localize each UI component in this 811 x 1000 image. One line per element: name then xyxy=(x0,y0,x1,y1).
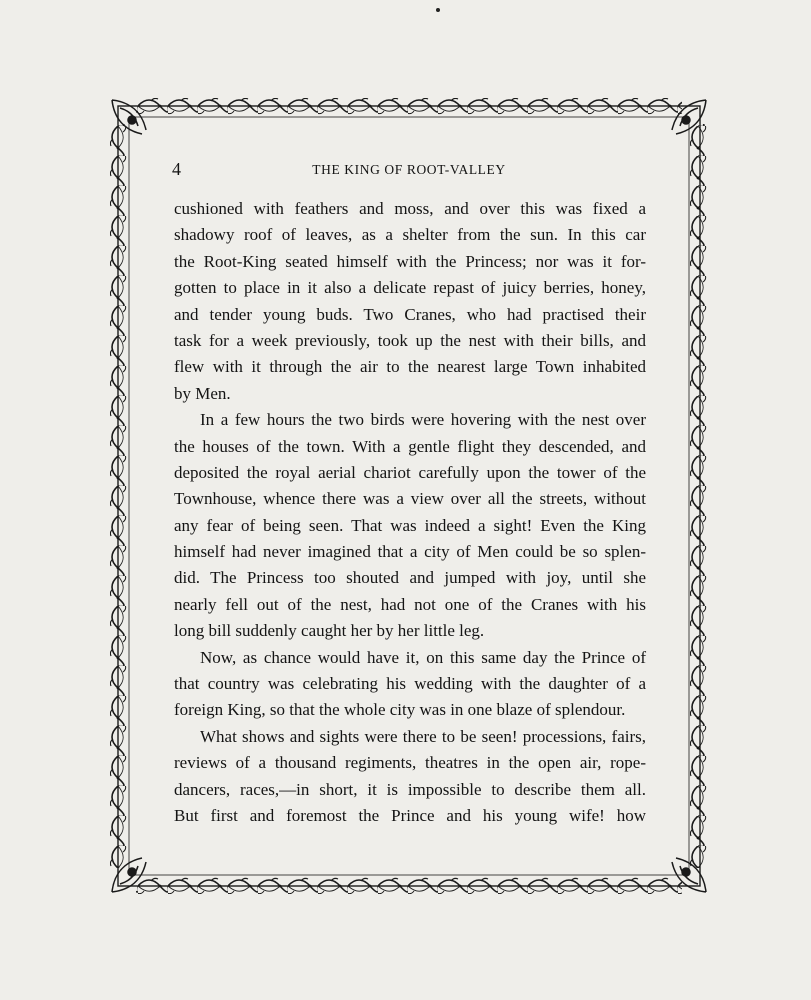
text-line: In a few hours the two birds were hovering with the nest over xyxy=(200,410,646,430)
text-line: the houses of the town. With a gentle flight they descended, and xyxy=(174,436,646,456)
text-line: nearly fell out of the nest, had not one of the Cranes with his xyxy=(174,594,646,614)
text-line: that country was celebrating his wedding with the daughter of a xyxy=(174,674,646,694)
paragraph xyxy=(174,407,646,645)
text-line: did. The Princess too shouted and jumped with joy, until she xyxy=(174,568,646,588)
running-header xyxy=(172,158,646,180)
text-line: task for a week previously, took up the nest with their bills, and xyxy=(174,330,646,350)
text-line: Now, as chance would have it, on this same day the Prince of xyxy=(200,647,646,667)
paragraph xyxy=(174,645,646,724)
body-text xyxy=(174,196,646,829)
paragraph xyxy=(174,196,646,407)
text-line: cushioned with feathers and moss, and over this was fixed a xyxy=(174,199,646,218)
text-line: by Men. xyxy=(174,383,231,403)
text-line: the Root-King seated himself with the Princess; nor was it for- xyxy=(174,251,646,271)
ink-speck xyxy=(436,8,440,12)
text-line: long bill suddenly caught her by her little leg. xyxy=(174,621,485,641)
text-line: reviews of a thousand regiments, theatres in the open air, rope- xyxy=(174,753,646,773)
paragraph xyxy=(174,724,646,830)
text-line: Townhouse, whence there was a view over all the streets, without xyxy=(174,489,646,509)
text-line: But first and foremost the Prince and his young wife! how xyxy=(174,805,646,825)
text-line: and tender young buds. Two Cranes, who had practised their xyxy=(174,304,646,324)
text-line: foreign King, so that the whole city was in one blaze of splendour. xyxy=(174,700,626,720)
text-line: dancers, races,—in short, it is impossible to describe them all. xyxy=(174,779,646,799)
text-line: himself had never imagined that a city of Men could be so splen- xyxy=(174,542,646,562)
text-line: deposited the royal aerial chariot carefully upon the tower of the xyxy=(174,462,646,482)
page-number: 4 xyxy=(172,159,181,179)
text-line: gotten to place in it also a delicate repast of juicy berries, honey, xyxy=(174,278,646,298)
text-line: any fear of being seen. That was indeed a sight! Even the King xyxy=(174,515,646,535)
text-line: shadowy roof of leaves, as a shelter from the sun. In this car xyxy=(174,225,646,245)
text-line: flew with it through the air to the nearest large Town inhabited xyxy=(174,357,646,377)
running-title: THE KING OF ROOT-VALLEY xyxy=(312,162,506,177)
text-line: What shows and sights were there to be seen! processions, fairs, xyxy=(200,726,646,746)
